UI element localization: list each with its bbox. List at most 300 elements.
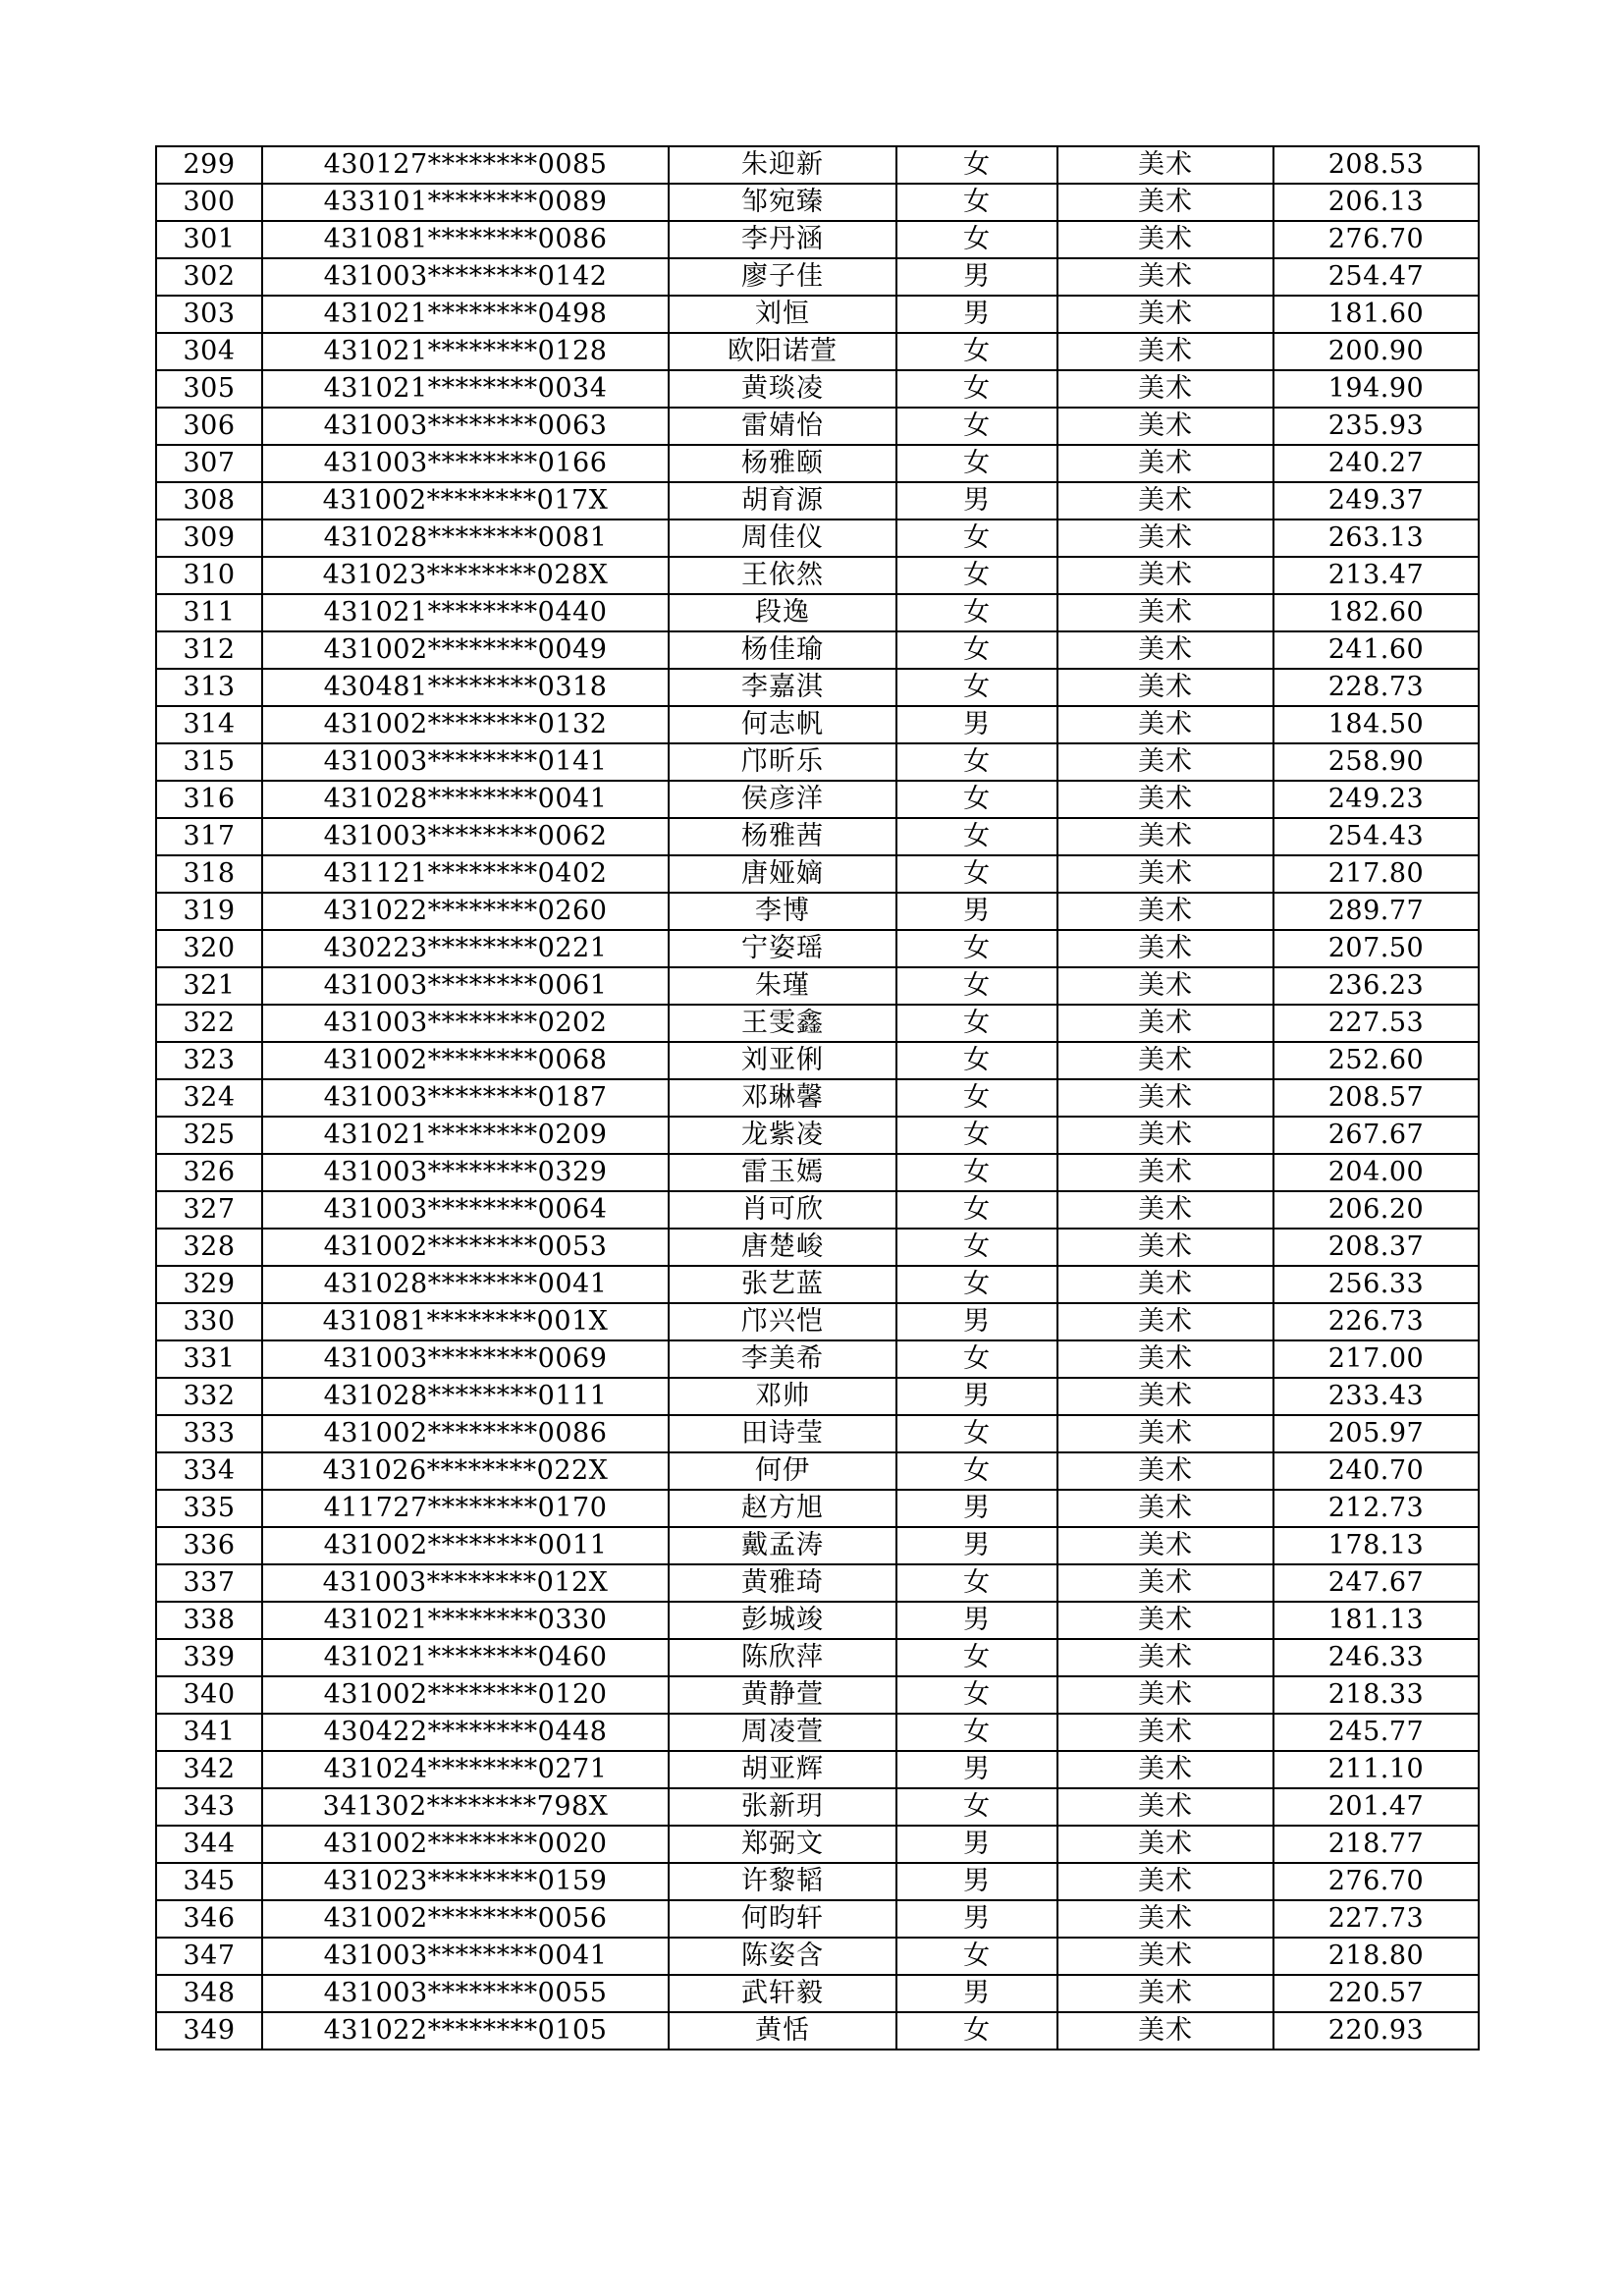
subject-cell: 美术 — [1057, 258, 1273, 296]
gender-cell: 女 — [896, 855, 1057, 893]
row-number-cell: 330 — [156, 1303, 262, 1340]
row-number-cell: 348 — [156, 1975, 262, 2012]
gender-cell: 女 — [896, 1191, 1057, 1229]
score-cell: 241.60 — [1273, 631, 1479, 669]
gender-cell: 女 — [896, 1266, 1057, 1303]
score-cell: 200.90 — [1273, 333, 1479, 370]
gender-cell: 女 — [896, 519, 1057, 557]
id-number-cell: 431002********0020 — [262, 1826, 669, 1863]
gender-cell: 女 — [896, 408, 1057, 445]
score-cell: 254.43 — [1273, 818, 1479, 855]
score-cell: 201.47 — [1273, 1788, 1479, 1826]
gender-cell: 女 — [896, 1564, 1057, 1602]
gender-cell: 女 — [896, 1079, 1057, 1117]
gender-cell: 女 — [896, 1676, 1057, 1714]
score-cell: 254.47 — [1273, 258, 1479, 296]
gender-cell: 男 — [896, 1303, 1057, 1340]
id-number-cell: 431028********0041 — [262, 781, 669, 818]
student-name-cell: 黄静萱 — [669, 1676, 896, 1714]
subject-cell: 美术 — [1057, 519, 1273, 557]
student-name-cell: 邓帅 — [669, 1378, 896, 1415]
row-number-cell: 318 — [156, 855, 262, 893]
subject-cell: 美术 — [1057, 184, 1273, 221]
id-number-cell: 431003********0329 — [262, 1154, 669, 1191]
row-number-cell: 328 — [156, 1229, 262, 1266]
table-row — [156, 1340, 1479, 1378]
id-number-cell: 431021********0498 — [262, 296, 669, 333]
student-name-cell: 杨雅颐 — [669, 445, 896, 482]
student-name-cell: 王雯鑫 — [669, 1005, 896, 1042]
subject-cell: 美术 — [1057, 1490, 1273, 1527]
row-number-cell: 343 — [156, 1788, 262, 1826]
id-number-cell: 431121********0402 — [262, 855, 669, 893]
table-row — [156, 370, 1479, 408]
id-number-cell: 430223********0221 — [262, 930, 669, 967]
score-cell: 218.77 — [1273, 1826, 1479, 1863]
table-row — [156, 1714, 1479, 1751]
id-number-cell: 431002********0086 — [262, 1415, 669, 1452]
table-row — [156, 1229, 1479, 1266]
row-number-cell: 321 — [156, 967, 262, 1005]
table-row — [156, 1452, 1479, 1490]
table-row — [156, 1117, 1479, 1154]
student-name-cell: 陈欣萍 — [669, 1639, 896, 1676]
row-number-cell: 314 — [156, 706, 262, 743]
subject-cell: 美术 — [1057, 1415, 1273, 1452]
student-name-cell: 朱瑾 — [669, 967, 896, 1005]
subject-cell: 美术 — [1057, 408, 1273, 445]
row-number-cell: 331 — [156, 1340, 262, 1378]
id-number-cell: 431003********0062 — [262, 818, 669, 855]
table-row — [156, 1676, 1479, 1714]
id-number-cell: 431002********0120 — [262, 1676, 669, 1714]
score-cell: 178.13 — [1273, 1527, 1479, 1564]
score-cell: 220.57 — [1273, 1975, 1479, 2012]
table-row — [156, 1415, 1479, 1452]
score-cell: 194.90 — [1273, 370, 1479, 408]
subject-cell: 美术 — [1057, 1005, 1273, 1042]
id-number-cell: 431028********0081 — [262, 519, 669, 557]
gender-cell: 女 — [896, 146, 1057, 184]
student-name-cell: 廖子佳 — [669, 258, 896, 296]
table-row — [156, 818, 1479, 855]
row-number-cell: 303 — [156, 296, 262, 333]
table-row — [156, 1191, 1479, 1229]
row-number-cell: 332 — [156, 1378, 262, 1415]
subject-cell: 美术 — [1057, 967, 1273, 1005]
student-name-cell: 彭城竣 — [669, 1602, 896, 1639]
gender-cell: 女 — [896, 1340, 1057, 1378]
gender-cell: 女 — [896, 1117, 1057, 1154]
gender-cell: 女 — [896, 370, 1057, 408]
student-name-cell: 欧阳诺萱 — [669, 333, 896, 370]
id-number-cell: 431021********0460 — [262, 1639, 669, 1676]
gender-cell: 女 — [896, 333, 1057, 370]
id-number-cell: 431003********0202 — [262, 1005, 669, 1042]
row-number-cell: 307 — [156, 445, 262, 482]
id-number-cell: 431021********0034 — [262, 370, 669, 408]
student-name-cell: 杨佳瑜 — [669, 631, 896, 669]
table-row — [156, 1751, 1479, 1788]
id-number-cell: 430127********0085 — [262, 146, 669, 184]
row-number-cell: 341 — [156, 1714, 262, 1751]
id-number-cell: 431022********0260 — [262, 893, 669, 930]
row-number-cell: 336 — [156, 1527, 262, 1564]
student-name-cell: 黄琰凌 — [669, 370, 896, 408]
table-row — [156, 1378, 1479, 1415]
id-number-cell: 431003********0069 — [262, 1340, 669, 1378]
id-number-cell: 431003********0142 — [262, 258, 669, 296]
score-cell: 208.37 — [1273, 1229, 1479, 1266]
score-cell: 218.33 — [1273, 1676, 1479, 1714]
subject-cell: 美术 — [1057, 333, 1273, 370]
table-row — [156, 893, 1479, 930]
student-name-cell: 周凌萱 — [669, 1714, 896, 1751]
student-name-cell: 肖可欣 — [669, 1191, 896, 1229]
subject-cell: 美术 — [1057, 1900, 1273, 1938]
row-number-cell: 326 — [156, 1154, 262, 1191]
student-name-cell: 侯彦洋 — [669, 781, 896, 818]
row-number-cell: 323 — [156, 1042, 262, 1079]
subject-cell: 美术 — [1057, 1639, 1273, 1676]
id-number-cell: 431028********0041 — [262, 1266, 669, 1303]
row-number-cell: 304 — [156, 333, 262, 370]
subject-cell: 美术 — [1057, 781, 1273, 818]
id-number-cell: 431003********0141 — [262, 743, 669, 781]
score-cell: 181.60 — [1273, 296, 1479, 333]
table-row — [156, 333, 1479, 370]
student-name-cell: 张艺蓝 — [669, 1266, 896, 1303]
student-name-cell: 陈姿含 — [669, 1938, 896, 1975]
id-number-cell: 430422********0448 — [262, 1714, 669, 1751]
score-cell: 217.80 — [1273, 855, 1479, 893]
id-number-cell: 431002********0068 — [262, 1042, 669, 1079]
score-cell: 217.00 — [1273, 1340, 1479, 1378]
table-row — [156, 258, 1479, 296]
score-cell: 227.53 — [1273, 1005, 1479, 1042]
row-number-cell: 320 — [156, 930, 262, 967]
subject-cell: 美术 — [1057, 445, 1273, 482]
subject-cell: 美术 — [1057, 1826, 1273, 1863]
id-number-cell: 430481********0318 — [262, 669, 669, 706]
gender-cell: 女 — [896, 631, 1057, 669]
id-number-cell: 431002********0011 — [262, 1527, 669, 1564]
score-cell: 211.10 — [1273, 1751, 1479, 1788]
score-cell: 245.77 — [1273, 1714, 1479, 1751]
id-number-cell: 341302********798X — [262, 1788, 669, 1826]
id-number-cell: 431003********012X — [262, 1564, 669, 1602]
subject-cell: 美术 — [1057, 221, 1273, 258]
subject-cell: 美术 — [1057, 1154, 1273, 1191]
student-name-cell: 胡育源 — [669, 482, 896, 519]
gender-cell: 女 — [896, 818, 1057, 855]
score-cell: 213.47 — [1273, 557, 1479, 594]
table-row — [156, 781, 1479, 818]
score-cell: 240.70 — [1273, 1452, 1479, 1490]
gender-cell: 女 — [896, 1938, 1057, 1975]
gender-cell: 男 — [896, 296, 1057, 333]
student-name-cell: 雷婧怡 — [669, 408, 896, 445]
table-row — [156, 146, 1479, 184]
id-number-cell: 431022********0105 — [262, 2012, 669, 2050]
student-name-cell: 宁姿瑶 — [669, 930, 896, 967]
score-cell: 206.13 — [1273, 184, 1479, 221]
score-cell: 233.43 — [1273, 1378, 1479, 1415]
student-name-cell: 周佳仪 — [669, 519, 896, 557]
score-cell: 227.73 — [1273, 1900, 1479, 1938]
student-name-cell: 杨雅茜 — [669, 818, 896, 855]
subject-cell: 美术 — [1057, 1340, 1273, 1378]
subject-cell: 美术 — [1057, 1378, 1273, 1415]
score-cell: 235.93 — [1273, 408, 1479, 445]
row-number-cell: 313 — [156, 669, 262, 706]
student-name-cell: 戴孟涛 — [669, 1527, 896, 1564]
id-number-cell: 431023********0159 — [262, 1863, 669, 1900]
student-name-cell: 李丹涵 — [669, 221, 896, 258]
subject-cell: 美术 — [1057, 1079, 1273, 1117]
subject-cell: 美术 — [1057, 1751, 1273, 1788]
table-row — [156, 1975, 1479, 2012]
score-cell: 276.70 — [1273, 221, 1479, 258]
subject-cell: 美术 — [1057, 370, 1273, 408]
id-number-cell: 431021********0128 — [262, 333, 669, 370]
gender-cell: 女 — [896, 1154, 1057, 1191]
score-cell: 205.97 — [1273, 1415, 1479, 1452]
student-name-cell: 田诗莹 — [669, 1415, 896, 1452]
id-number-cell: 431021********0330 — [262, 1602, 669, 1639]
id-number-cell: 431002********0049 — [262, 631, 669, 669]
table-row — [156, 1490, 1479, 1527]
score-cell: 249.23 — [1273, 781, 1479, 818]
score-cell: 228.73 — [1273, 669, 1479, 706]
id-number-cell: 431002********017X — [262, 482, 669, 519]
student-name-cell: 何昀轩 — [669, 1900, 896, 1938]
student-name-cell: 郑弼文 — [669, 1826, 896, 1863]
row-number-cell: 299 — [156, 146, 262, 184]
row-number-cell: 344 — [156, 1826, 262, 1863]
gender-cell: 女 — [896, 1229, 1057, 1266]
gender-cell: 女 — [896, 445, 1057, 482]
score-cell: 258.90 — [1273, 743, 1479, 781]
gender-cell: 男 — [896, 1826, 1057, 1863]
student-name-cell: 龙紫凌 — [669, 1117, 896, 1154]
score-cell: 236.23 — [1273, 967, 1479, 1005]
gender-cell: 女 — [896, 1639, 1057, 1676]
student-name-cell: 李博 — [669, 893, 896, 930]
score-cell: 267.67 — [1273, 1117, 1479, 1154]
gender-cell: 男 — [896, 1900, 1057, 1938]
row-number-cell: 309 — [156, 519, 262, 557]
table-body — [156, 146, 1479, 2050]
score-cell: 204.00 — [1273, 1154, 1479, 1191]
table-row — [156, 1079, 1479, 1117]
id-number-cell: 411727********0170 — [262, 1490, 669, 1527]
score-cell: 246.33 — [1273, 1639, 1479, 1676]
row-number-cell: 345 — [156, 1863, 262, 1900]
gender-cell: 男 — [896, 1602, 1057, 1639]
student-name-cell: 何志帆 — [669, 706, 896, 743]
student-score-table — [155, 145, 1480, 2050]
row-number-cell: 333 — [156, 1415, 262, 1452]
gender-cell: 女 — [896, 669, 1057, 706]
score-cell: 208.53 — [1273, 146, 1479, 184]
row-number-cell: 325 — [156, 1117, 262, 1154]
table-row — [156, 221, 1479, 258]
row-number-cell: 334 — [156, 1452, 262, 1490]
subject-cell: 美术 — [1057, 1863, 1273, 1900]
row-number-cell: 301 — [156, 221, 262, 258]
subject-cell: 美术 — [1057, 669, 1273, 706]
gender-cell: 女 — [896, 184, 1057, 221]
row-number-cell: 312 — [156, 631, 262, 669]
row-number-cell: 308 — [156, 482, 262, 519]
row-number-cell: 329 — [156, 1266, 262, 1303]
id-number-cell: 431021********0440 — [262, 594, 669, 631]
id-number-cell: 431003********0187 — [262, 1079, 669, 1117]
gender-cell: 女 — [896, 1788, 1057, 1826]
student-name-cell: 刘恒 — [669, 296, 896, 333]
id-number-cell: 431003********0055 — [262, 1975, 669, 2012]
subject-cell: 美术 — [1057, 743, 1273, 781]
table-row — [156, 1564, 1479, 1602]
student-name-cell: 刘亚俐 — [669, 1042, 896, 1079]
id-number-cell: 431023********028X — [262, 557, 669, 594]
score-cell: 184.50 — [1273, 706, 1479, 743]
table-row — [156, 967, 1479, 1005]
gender-cell: 女 — [896, 594, 1057, 631]
score-cell: 276.70 — [1273, 1863, 1479, 1900]
table-row — [156, 482, 1479, 519]
table-row — [156, 930, 1479, 967]
table-row — [156, 706, 1479, 743]
subject-cell: 美术 — [1057, 557, 1273, 594]
gender-cell: 男 — [896, 893, 1057, 930]
table-row — [156, 743, 1479, 781]
subject-cell: 美术 — [1057, 482, 1273, 519]
subject-cell: 美术 — [1057, 631, 1273, 669]
subject-cell: 美术 — [1057, 1229, 1273, 1266]
id-number-cell: 431003********0041 — [262, 1938, 669, 1975]
student-name-cell: 武轩毅 — [669, 1975, 896, 2012]
student-name-cell: 邝兴恺 — [669, 1303, 896, 1340]
subject-cell: 美术 — [1057, 594, 1273, 631]
row-number-cell: 302 — [156, 258, 262, 296]
row-number-cell: 310 — [156, 557, 262, 594]
id-number-cell: 431026********022X — [262, 1452, 669, 1490]
row-number-cell: 324 — [156, 1079, 262, 1117]
row-number-cell: 311 — [156, 594, 262, 631]
id-number-cell: 431002********0056 — [262, 1900, 669, 1938]
table-row — [156, 1154, 1479, 1191]
student-name-cell: 赵方旭 — [669, 1490, 896, 1527]
row-number-cell: 319 — [156, 893, 262, 930]
row-number-cell: 347 — [156, 1938, 262, 1975]
student-name-cell: 邓琳馨 — [669, 1079, 896, 1117]
table-row — [156, 1900, 1479, 1938]
student-name-cell: 许黎韬 — [669, 1863, 896, 1900]
score-cell: 240.27 — [1273, 445, 1479, 482]
student-name-cell: 何伊 — [669, 1452, 896, 1490]
table-row — [156, 594, 1479, 631]
table-row — [156, 1826, 1479, 1863]
id-number-cell: 431002********0132 — [262, 706, 669, 743]
gender-cell: 女 — [896, 930, 1057, 967]
row-number-cell: 317 — [156, 818, 262, 855]
student-name-cell: 朱迎新 — [669, 146, 896, 184]
row-number-cell: 349 — [156, 2012, 262, 2050]
row-number-cell: 322 — [156, 1005, 262, 1042]
score-cell: 208.57 — [1273, 1079, 1479, 1117]
id-number-cell: 431003********0064 — [262, 1191, 669, 1229]
student-name-cell: 黄恬 — [669, 2012, 896, 2050]
score-cell: 218.80 — [1273, 1938, 1479, 1975]
student-name-cell: 邹宛臻 — [669, 184, 896, 221]
score-cell: 263.13 — [1273, 519, 1479, 557]
table-row — [156, 519, 1479, 557]
student-name-cell: 李嘉淇 — [669, 669, 896, 706]
row-number-cell: 339 — [156, 1639, 262, 1676]
student-name-cell: 段逸 — [669, 594, 896, 631]
table-row — [156, 184, 1479, 221]
table-row — [156, 2012, 1479, 2050]
table-row — [156, 1788, 1479, 1826]
subject-cell: 美术 — [1057, 1452, 1273, 1490]
table-row — [156, 296, 1479, 333]
id-number-cell: 431081********0086 — [262, 221, 669, 258]
table-row — [156, 631, 1479, 669]
gender-cell: 男 — [896, 1527, 1057, 1564]
gender-cell: 女 — [896, 967, 1057, 1005]
row-number-cell: 316 — [156, 781, 262, 818]
gender-cell: 女 — [896, 1415, 1057, 1452]
id-number-cell: 431028********0111 — [262, 1378, 669, 1415]
row-number-cell: 305 — [156, 370, 262, 408]
table-row — [156, 408, 1479, 445]
id-number-cell: 431081********001X — [262, 1303, 669, 1340]
id-number-cell: 433101********0089 — [262, 184, 669, 221]
row-number-cell: 342 — [156, 1751, 262, 1788]
subject-cell: 美术 — [1057, 818, 1273, 855]
student-name-cell: 张新玥 — [669, 1788, 896, 1826]
row-number-cell: 337 — [156, 1564, 262, 1602]
subject-cell: 美术 — [1057, 1602, 1273, 1639]
id-number-cell: 431003********0166 — [262, 445, 669, 482]
table-row — [156, 1938, 1479, 1975]
row-number-cell: 327 — [156, 1191, 262, 1229]
student-name-cell: 胡亚辉 — [669, 1751, 896, 1788]
row-number-cell: 340 — [156, 1676, 262, 1714]
subject-cell: 美术 — [1057, 1788, 1273, 1826]
subject-cell: 美术 — [1057, 1975, 1273, 2012]
table-row — [156, 1639, 1479, 1676]
score-cell: 249.37 — [1273, 482, 1479, 519]
table-row — [156, 445, 1479, 482]
subject-cell: 美术 — [1057, 1042, 1273, 1079]
table-row — [156, 1042, 1479, 1079]
row-number-cell: 346 — [156, 1900, 262, 1938]
gender-cell: 女 — [896, 1005, 1057, 1042]
subject-cell: 美术 — [1057, 855, 1273, 893]
subject-cell: 美术 — [1057, 1938, 1273, 1975]
subject-cell: 美术 — [1057, 296, 1273, 333]
student-name-cell: 王依然 — [669, 557, 896, 594]
id-number-cell: 431002********0053 — [262, 1229, 669, 1266]
row-number-cell: 315 — [156, 743, 262, 781]
gender-cell: 女 — [896, 743, 1057, 781]
table-row — [156, 1602, 1479, 1639]
student-name-cell: 唐楚峻 — [669, 1229, 896, 1266]
table-row — [156, 855, 1479, 893]
